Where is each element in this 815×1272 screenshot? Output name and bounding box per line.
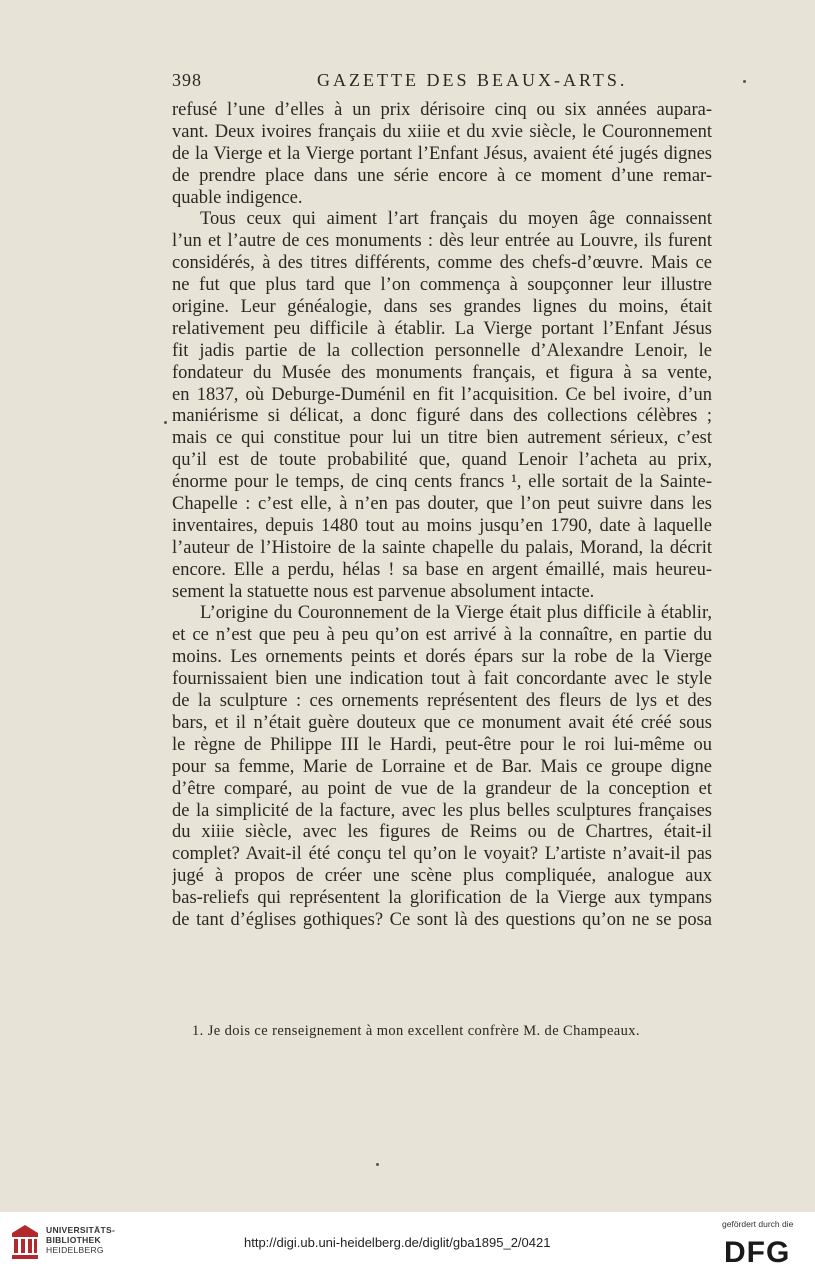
paper-speck xyxy=(376,1163,379,1166)
text-line: de la simplicité de la facture, avec les plus belles sculptures françaises xyxy=(172,800,712,821)
text-line: d’être comparé, au point de vue de la grandeur de la conception et xyxy=(172,778,712,799)
library-name: UNIVERSITÄTS- BIBLIOTHEK HEIDELBERG xyxy=(46,1225,116,1255)
text-line: fit jadis partie de la collection personnelle d’Alexandre Lenoir, le xyxy=(172,340,712,361)
permalink-url[interactable]: http://digi.ub.uni-heidelberg.de/diglit/gba1895_2/0421 xyxy=(244,1235,551,1250)
page-header xyxy=(172,70,712,96)
text-line: qu’il est de toute probabilité que, quand Lenoir l’acheta au prix, xyxy=(172,450,712,471)
text-line: de la sculpture : ces ornements représentent des fleurs de lys et des xyxy=(172,691,712,712)
text-line: L’origine du Couronnement de la Vierge était plus difficile à établir, xyxy=(200,603,712,624)
dfg-logo-icon xyxy=(724,1236,804,1264)
text-line: quable indigence. xyxy=(172,187,303,208)
text-line: de tant d’églises gothiques? Ce sont là des questions qu’on ne se posa xyxy=(172,909,712,930)
text-line: l’un et l’autre de ces monuments : dès leur entrée au Louvre, ils furent xyxy=(172,231,712,252)
funding-caption: gefördert durch die xyxy=(722,1219,794,1229)
text-line: de prendre place dans une série encore à ce moment d’une remar- xyxy=(172,165,712,186)
paper-speck xyxy=(743,80,746,83)
text-line: fournissaient bien une indication tout à fait concordante avec le style xyxy=(172,669,712,690)
text-line: du xiiie siècle, avec les figures de Reims ou de Chartres, était-il xyxy=(172,822,712,843)
text-line: moins. Les ornements peints et dorés épars sur la robe de la Vierge xyxy=(172,647,712,668)
text-line: refusé l’une d’elles à un prix dérisoire cinq ou six années aupara- xyxy=(172,100,712,120)
text-line: inventaires, depuis 1480 tout au moins jusqu’en 1790, date à laquelle xyxy=(172,515,712,536)
text-line: vant. Deux ivoires français du xiiie et du xvie siècle, le Couronnement xyxy=(172,121,712,142)
page-number: 398 xyxy=(172,70,202,90)
text-line: encore. Elle a perdu, hélas ! sa base en argent émaillé, mais heureu- xyxy=(172,559,712,580)
text-line: de la Vierge et la Vierge portant l’Enfant Jésus, avaient été jugés dignes xyxy=(172,143,712,164)
text-line: maniérisme si délicat, a donc figuré dans des collections célèbres ; xyxy=(172,406,712,427)
text-line: bars, et il n’était guère douteux que ce monument avait été créé sous xyxy=(172,712,712,733)
text-line: énorme pour le temps, de cinq cents francs ¹, elle sortait de la Sainte- xyxy=(172,472,712,493)
text-line: origine. Leur généalogie, dans ses grandes lignes du moins, était xyxy=(172,297,712,318)
text-line: l’auteur de l’Histoire de la sainte chapelle du palais, Morand, la décrit xyxy=(172,537,712,558)
digitization-footer xyxy=(0,1212,815,1272)
footnote: 1. Je dois ce renseignement à mon excellent confrère M. de Champeaux. xyxy=(192,1023,640,1039)
paper-speck xyxy=(164,421,167,424)
text-line: bas-reliefs qui représentent la glorification de la Vierge aux tympans xyxy=(172,888,712,909)
text-line: en 1837, où Deburge-Duménil en fit l’acquisition. Ce bel ivoire, d’un xyxy=(172,384,712,405)
text-line: Tous ceux qui aiment l’art français du moyen âge connaissent xyxy=(200,209,712,230)
text-line: et ce n’est que peu à peu qu’on est arrivé à la connaître, en partie du xyxy=(172,625,712,646)
text-line: Chapelle : c’est elle, à n’en pas douter, que l’on peut suivre dans les xyxy=(172,494,712,515)
running-head: GAZETTE DES BEAUX-ARTS. xyxy=(317,70,628,90)
text-line: relativement peu difficile à établir. La Vierge portant l’Enfant Jésus xyxy=(172,318,712,339)
university-library-logo-icon xyxy=(10,1223,40,1261)
text-line: fondateur du Musée des monuments français, et figura à sa vente, xyxy=(172,362,712,383)
text-line: sement la statuette nous est parvenue absolument intacte. xyxy=(172,581,595,602)
text-line: pour sa femme, Marie de Lorraine et de Bar. Mais ce groupe digne xyxy=(172,756,712,777)
text-line: considérés, à des titres différents, comme des chefs-d’œuvre. Mais ce xyxy=(172,253,712,274)
text-line: le règne de Philippe III le Hardi, peut-être pour le roi lui-même ou xyxy=(172,734,712,755)
svg-text:DFG: DFG xyxy=(724,1236,791,1264)
text-line: mais ce qui constitue pour lui un titre bien autrement sérieux, c’est xyxy=(172,428,712,449)
body-text xyxy=(172,100,712,932)
text-line: complet? Avait-il été conçu tel qu’on le voyait? L’artiste n’avait-il pas xyxy=(172,844,712,865)
text-line: jugé à propos de créer une scène plus compliquée, analogue aux xyxy=(172,866,712,887)
text-line: ne fut que plus tard que l’on commença à soupçonner leur illustre xyxy=(172,275,712,296)
